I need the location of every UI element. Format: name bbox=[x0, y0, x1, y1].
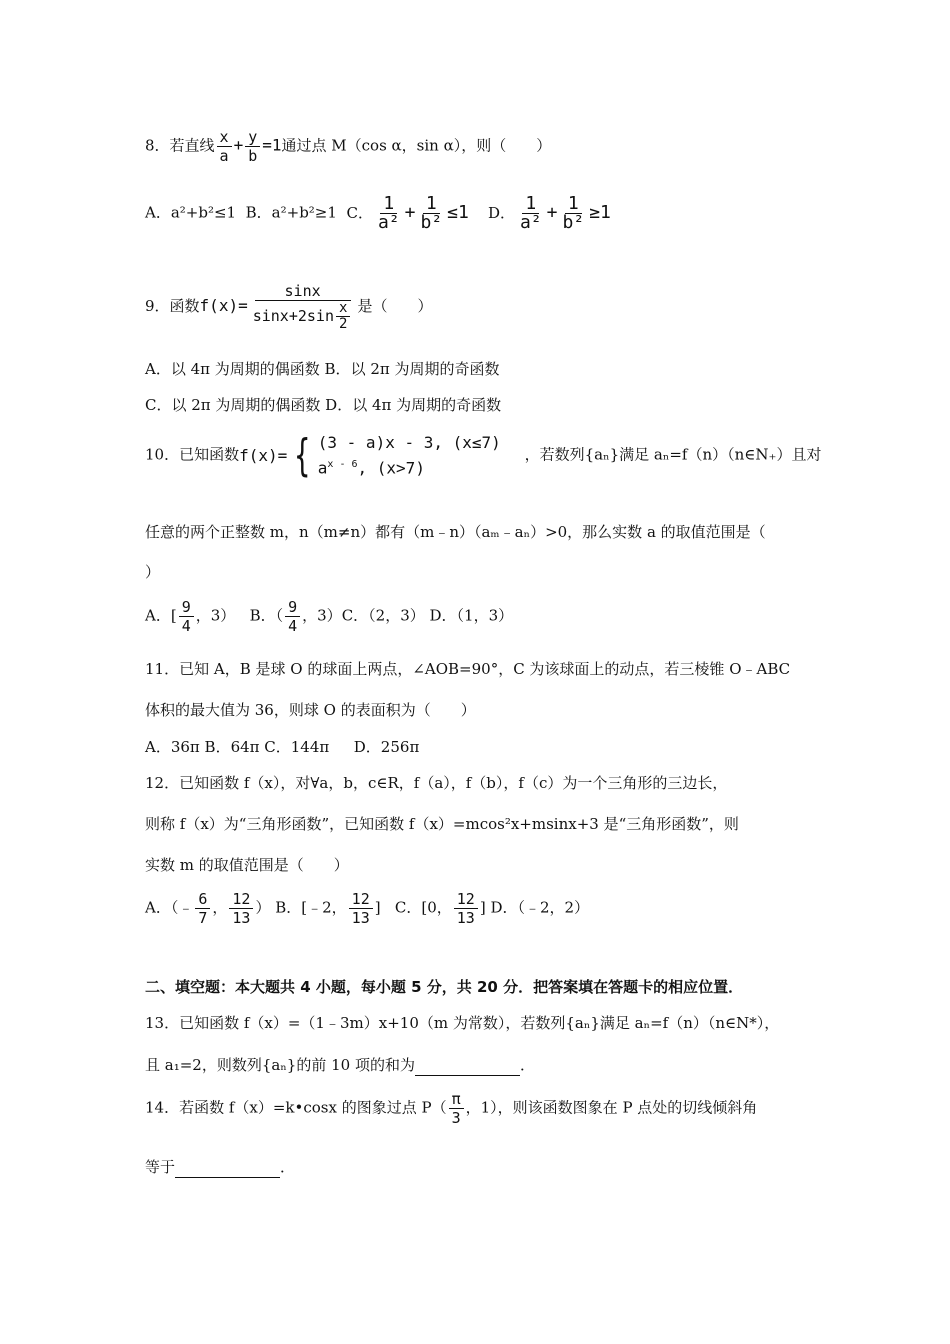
denominator: b bbox=[248, 147, 258, 165]
q8-prefix: 8．若直线 bbox=[145, 136, 215, 155]
denominator: 13 bbox=[456, 909, 475, 927]
half-x-fraction bbox=[336, 301, 350, 332]
relation: ≤1 bbox=[447, 201, 469, 223]
fraction bbox=[375, 195, 403, 232]
q10-prefix: 10．已知函数 bbox=[145, 445, 240, 464]
q9-options-ab: A．以 4π 为周期的偶函数 B．以 2π 为周期的奇函数 bbox=[145, 360, 500, 378]
denominator: 2 bbox=[339, 316, 348, 332]
denominator: 4 bbox=[181, 617, 191, 635]
denominator: b² bbox=[562, 212, 585, 233]
q8-frac-x-over-a bbox=[217, 128, 232, 165]
numerator: 12 bbox=[349, 890, 373, 909]
relation: ≥1 bbox=[589, 201, 611, 223]
plus-sign: + bbox=[404, 201, 416, 223]
fraction bbox=[560, 195, 588, 232]
numerator: x bbox=[217, 128, 232, 147]
fraction bbox=[285, 598, 300, 635]
numerator: x bbox=[336, 301, 350, 317]
q10-stem bbox=[145, 429, 822, 481]
plus-sign: + bbox=[546, 201, 558, 223]
q13-line2-text: 且 a₁=2，则数列{aₙ}的前 10 项的和为 bbox=[145, 1056, 415, 1074]
denominator: a bbox=[219, 147, 229, 165]
q9-fx: f(x)= bbox=[199, 296, 248, 315]
q13-line2 bbox=[145, 1055, 535, 1076]
q14-line2-text: 等于 bbox=[145, 1158, 176, 1176]
q10-line3: ） bbox=[145, 563, 161, 581]
numerator: 1 bbox=[522, 195, 539, 214]
fraction bbox=[179, 598, 194, 635]
q8-stem bbox=[145, 128, 551, 165]
fraction bbox=[449, 1090, 464, 1127]
denominator: a² bbox=[519, 212, 542, 233]
q12-line1: 12．已知函数 f（x），对∀a，b，c∈R，f（a），f（b），f（c）为一个三角形的三边长， bbox=[145, 774, 728, 792]
numerator: 1 bbox=[423, 195, 440, 214]
q10-option-b-label: B．（ bbox=[249, 606, 284, 625]
q12-options bbox=[145, 890, 589, 927]
option-label: D． bbox=[487, 203, 515, 222]
case-2 bbox=[318, 454, 501, 479]
q9-suffix: 是（ ） bbox=[357, 297, 433, 315]
q13-answer-blank[interactable] bbox=[415, 1055, 520, 1076]
q13-line1: 13．已知函数 f（x）=（1﹣3m）x+10（m 为常数），若数列{aₙ}满足 aₙ=f（n）（n∈N*）， bbox=[145, 1014, 780, 1032]
denominator: 13 bbox=[232, 909, 251, 927]
q10-line2: 任意的两个正整数 m，n（m≠n）都有（m﹣n）（aₘ﹣aₙ）>0，那么实数 a 的取值范围是（ bbox=[145, 523, 766, 541]
fraction bbox=[454, 890, 478, 927]
q14-line2-end: ． bbox=[280, 1158, 296, 1176]
separator: ， bbox=[212, 898, 228, 917]
plus-sign: + bbox=[233, 135, 244, 155]
denominator: 4 bbox=[288, 617, 298, 635]
case-2-condition: , (x>7) bbox=[357, 458, 425, 478]
q14-suffix: ，1），则该函数图象在 P 点处的切线倾斜角 bbox=[465, 1098, 758, 1117]
function-name: f(x)= bbox=[239, 445, 288, 465]
case-2-base: a bbox=[317, 458, 328, 478]
q10-options bbox=[145, 598, 513, 635]
denominator: 3 bbox=[451, 1109, 461, 1127]
case-1: (3 - a)x - 3, (x≤7) bbox=[317, 433, 501, 452]
q14-stem bbox=[145, 1090, 757, 1127]
numerator: sinx bbox=[255, 282, 351, 301]
option-label: C． bbox=[346, 203, 373, 222]
q12-option-a-end: ） bbox=[255, 898, 271, 917]
denominator: a² bbox=[377, 212, 400, 233]
q10-options-cd: C．（2，3） D．（1，3） bbox=[341, 606, 514, 625]
numerator: 12 bbox=[229, 890, 253, 909]
q8-option-c bbox=[346, 193, 469, 233]
section-2-heading: 二、填空题：本大题共 4 小题，每小题 5 分，共 20 分．把答案填在答题卡的相应位置． bbox=[145, 978, 744, 996]
q12-option-d: D．（﹣2，2） bbox=[490, 898, 590, 917]
denominator-text: sinx+2sin bbox=[252, 307, 334, 325]
q10-option-b-rest: ，3） bbox=[302, 606, 342, 625]
q9-main-fraction bbox=[250, 282, 356, 332]
left-brace-icon: { bbox=[294, 429, 311, 481]
fraction bbox=[517, 195, 545, 232]
denominator: 13 bbox=[351, 909, 370, 927]
q8-option-b: B．a²+b²≥1 bbox=[245, 203, 337, 222]
q9-options-cd: C．以 2π 为周期的偶函数 D．以 4π 为周期的奇函数 bbox=[145, 396, 502, 414]
numerator: 9 bbox=[179, 598, 194, 617]
q8-option-d bbox=[487, 193, 611, 233]
q14-line2 bbox=[145, 1157, 295, 1178]
q12-option-c-end: ] bbox=[479, 898, 486, 917]
q11-options: A．36π B．64π C．144π D．256π bbox=[145, 738, 420, 756]
denominator bbox=[250, 301, 356, 332]
cases bbox=[318, 432, 501, 479]
q9-stem bbox=[145, 282, 432, 332]
q12-option-b-label: B．[﹣2， bbox=[275, 898, 347, 917]
q13-line2-end: ． bbox=[519, 1056, 535, 1074]
q8-frac-y-over-b bbox=[245, 128, 260, 165]
q12-option-a-label: A．（﹣ bbox=[145, 898, 194, 917]
q8-options bbox=[145, 195, 611, 232]
q8-suffix: 通过点 M（cos α，sin α），则（ ） bbox=[281, 136, 552, 155]
numerator: y bbox=[245, 128, 260, 147]
fraction bbox=[195, 890, 210, 927]
q14-answer-blank[interactable] bbox=[175, 1157, 280, 1178]
q10-suffix: ，若数列{aₙ}满足 aₙ=f（n）（n∈N₊）且对 bbox=[524, 445, 822, 464]
q9-prefix: 9．函数 bbox=[145, 297, 200, 315]
q11-line2: 体积的最大值为 36，则球 O 的表面积为（ ） bbox=[145, 701, 476, 719]
q10-option-a-rest: ，3） bbox=[195, 606, 236, 625]
fraction bbox=[349, 890, 373, 927]
case-2-exponent: x - 6 bbox=[327, 459, 358, 470]
q12-line3: 实数 m 的取值范围是（ ） bbox=[145, 856, 349, 874]
denominator: b² bbox=[420, 212, 443, 233]
numerator: π bbox=[449, 1090, 464, 1109]
numerator: 9 bbox=[285, 598, 300, 617]
q11-line1: 11．已知 A，B 是球 O 的球面上两点，∠AOB=90°，C 为该球面上的动点，若三棱锥 O﹣ABC bbox=[145, 660, 791, 678]
equals-one: =1 bbox=[262, 135, 282, 155]
q10-option-a-label: A．[ bbox=[145, 606, 177, 625]
q12-line2: 则称 f（x）为“三角形函数”，已知函数 f（x）=mcos²x+msinx+3 是“三角形函数”，则 bbox=[145, 815, 739, 833]
q14-prefix: 14．若函数 f（x）=k•cosx 的图象过点 P（ bbox=[145, 1098, 447, 1117]
numerator: 1 bbox=[565, 195, 582, 214]
fraction bbox=[417, 195, 445, 232]
q12-option-b-end: ] bbox=[374, 898, 381, 917]
numerator: 1 bbox=[380, 195, 397, 214]
q8-option-a: A．a²+b²≤1 bbox=[145, 203, 237, 222]
numerator: 6 bbox=[195, 890, 210, 909]
q10-piecewise bbox=[239, 429, 501, 481]
q12-option-c-label: C．[0， bbox=[394, 898, 452, 917]
fraction bbox=[229, 890, 253, 927]
numerator: 12 bbox=[454, 890, 478, 909]
denominator: 7 bbox=[198, 909, 208, 927]
